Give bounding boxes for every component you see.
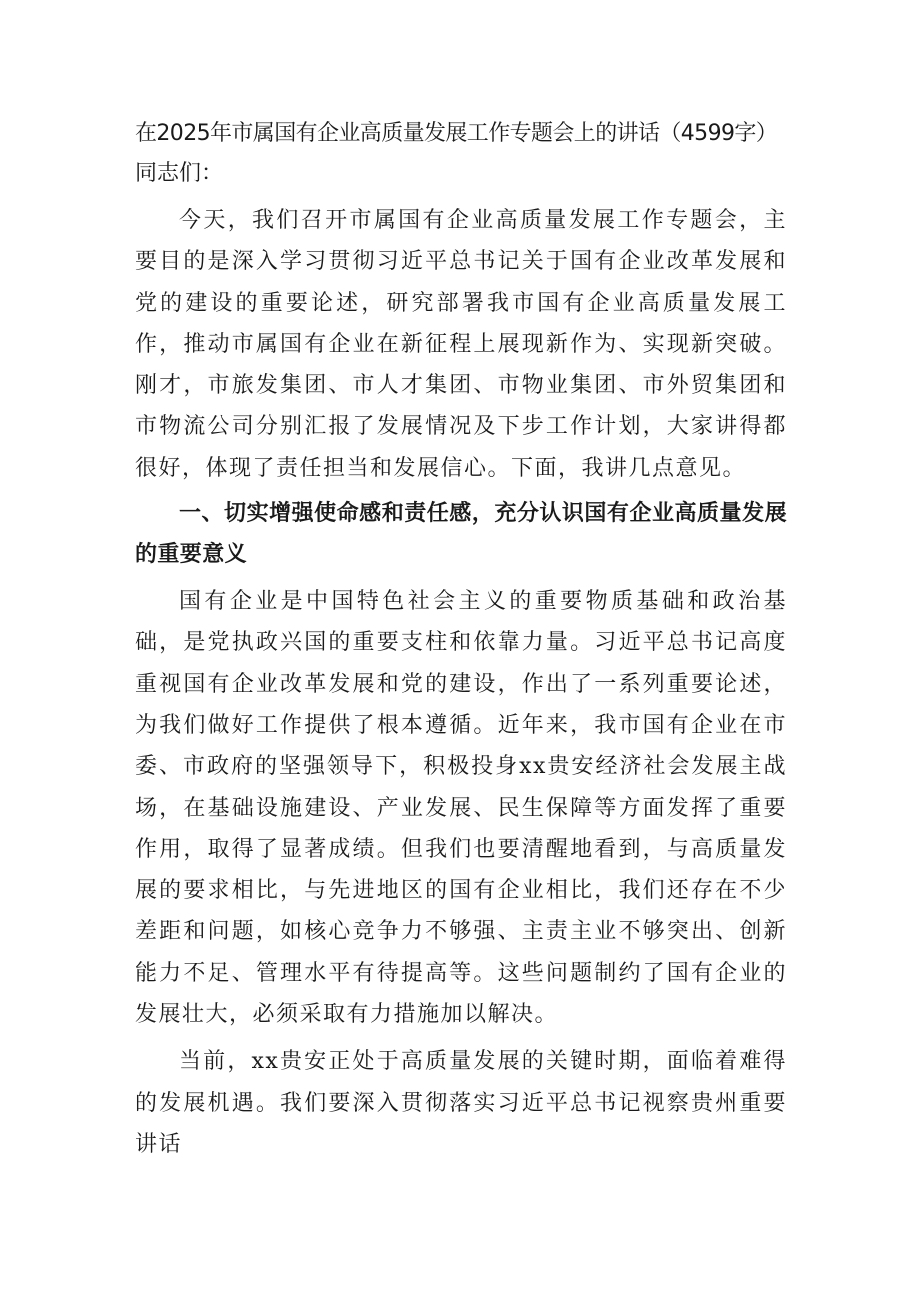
intro-paragraph: 今天，我们召开市属国有企业高质量发展工作专题会，主要目的是深入学习贯彻习近平总书记关于国有企业改革发展和党的建设的重要论述，研究部署我市国有企业高质量发展工作，推动市属国有企业在新征程上展现新作为、实现新突破。刚才，市旅发集团、市人才集团、市物业集团、市外贸集团和市物流公司分别汇报了发展情况及下步工作计划，大家讲得都很好，体现了责任担当和发展信心。下面，我讲几点意见。	[135, 208, 787, 481]
salutation: 同志们：	[135, 161, 224, 186]
body-paragraph: 当前，xx贵安正处于高质量发展的关键时期，面临着难得的发展机遇。我们要深入贯彻落实习近平总书记视察贵州重要讲话	[135, 1049, 787, 1157]
body-paragraph: 国有企业是中国特色社会主义的重要物质基础和政治基础，是党执政兴国的重要支柱和依靠力量。习近平总书记高度重视国有企业改革发展和党的建设，作出了一系列重要论述，为我们做好工作提供了根本遵循。近年来，我市国有企业在市委、市政府的坚强领导下，积极投身xx贵安经济社会发展主战场，在基础设施建设、产业发展、民生保障等方面发挥了重要作用，取得了显著成绩。但我们也要清醒地看到，与高质量发展的要求相比，与先进地区的国有企业相比，我们还存在不少差距和问题，如核心竞争力不够强、主责主业不够突出、创新能力不足、管理水平有待提高等。这些问题制约了国有企业的发展壮大，必须采取有力措施加以解决。	[135, 589, 787, 1028]
document-title: 在2025年市属国有企业高质量发展工作专题会上的讲话（4599字）	[135, 121, 778, 146]
document-body	[135, 114, 787, 1165]
section-heading-1: 一、切实增强使命感和责任感，充分认识国有企业高质量发展的重要意义	[135, 501, 787, 568]
